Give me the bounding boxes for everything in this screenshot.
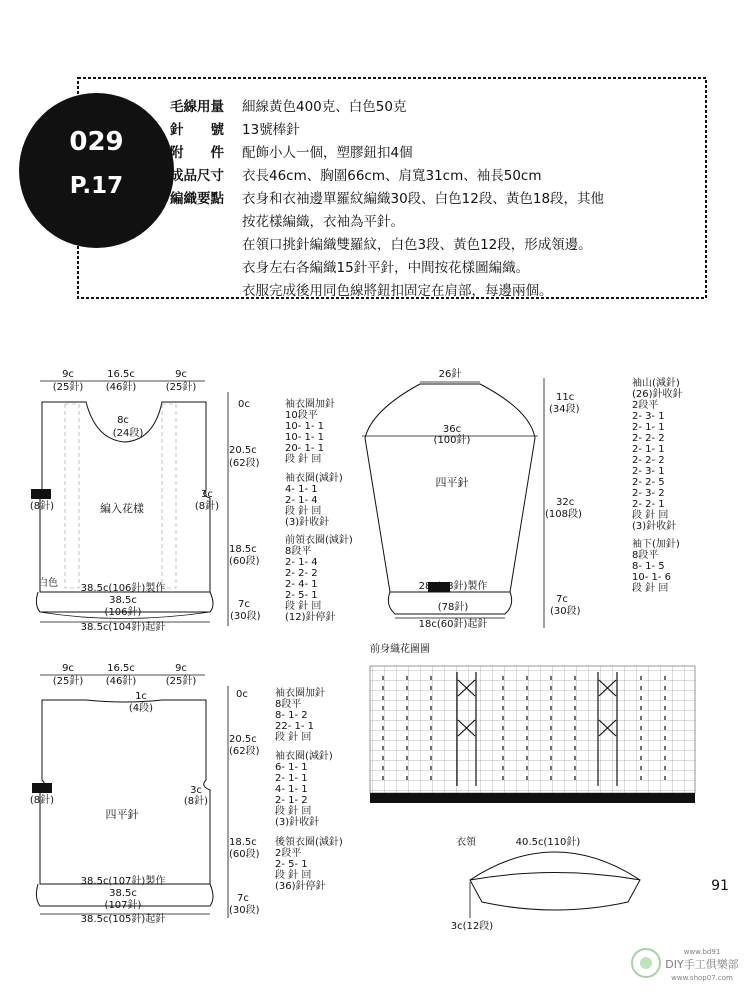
watermark-url: www.shop07.com: [671, 974, 733, 982]
back-dim: 16.5c: [107, 663, 135, 674]
front-note: 袖衣圈加針: [285, 399, 335, 410]
front-note: 8段平: [285, 546, 312, 557]
sleeve-vdim: (108段): [545, 509, 582, 520]
back-note: 22- 1- 1: [275, 721, 315, 732]
sleeve-note: 2- 3- 2: [632, 488, 665, 499]
back-note: 後領衣圈(減針): [275, 837, 343, 848]
sleeve-note: (26)針收針: [632, 389, 683, 400]
collar-label: 衣領: [456, 837, 476, 848]
note-line: 按花樣編織，衣袖為平針。: [242, 214, 404, 230]
front-side: (8針): [29, 501, 55, 512]
front-note: 10段平: [285, 410, 318, 421]
back-vdim: 7c: [237, 893, 249, 904]
sleeve-note: 袖下(加針): [632, 539, 680, 550]
back-note: 4- 1- 1: [275, 784, 308, 795]
sleeve-note: (3)針收針: [632, 521, 677, 532]
back-vdim: (62段): [229, 746, 260, 757]
front-note: (3)針收針: [285, 517, 330, 528]
back-note: 8段平: [275, 699, 302, 710]
front-note: 2- 1- 4: [285, 495, 318, 506]
back-note: 2- 1- 2: [275, 795, 308, 806]
front-vdim: (30段): [230, 611, 261, 622]
front-dim: (46針): [105, 382, 137, 393]
sleeve-note: 2- 2- 1: [632, 499, 665, 510]
back-side: 3c: [190, 785, 202, 796]
front-hem: 38.5c(106針)製作: [80, 583, 166, 594]
back-neck-dim: 1c: [135, 691, 147, 702]
sleeve-vdim: 7c: [556, 594, 568, 605]
back-side: (8針): [183, 796, 209, 807]
front-vdim: (62段): [229, 458, 260, 469]
spec-list: 毛線用量 細線黃色400克、白色50克 針 號 13號棒針 附 件 配飾小人一個，塑膠鈕扣4個 成品尺寸 衣長46cm、胸圍66cm、肩寬31cm、袖長50cm 編織要點 衣身和衣袖邊單羅紋編織30段、白色12段、黃色18段，其他 按花樣編織，衣袖為平針。 在領口挑針編織雙羅紋，白色3段、黃色12段，形成領邊。 衣身左右各編織15針平針，中間按花樣圖編織。 衣服完成後用同色線將鈕扣固定在肩部，每邊兩個。: [170, 95, 710, 295]
sleeve-piece: [362, 367, 683, 630]
chart-title: 前身織花圖圖: [370, 644, 430, 655]
sleeve-bottom: 18c(60針)起針: [418, 619, 488, 630]
front-vdim: 7c: [238, 599, 250, 610]
front-dim: 16.5c: [107, 369, 135, 380]
back-hem: 38.5c: [109, 888, 137, 899]
back-vdim: 0c: [236, 689, 248, 700]
pattern-page: P.17: [69, 173, 124, 199]
page-number: 91: [711, 878, 729, 894]
front-white-label: 白色: [38, 578, 58, 589]
back-note: 段 針 回: [275, 732, 312, 743]
front-note: 20- 1- 1: [285, 443, 325, 454]
back-vdim: 20.5c: [229, 734, 257, 745]
watermark-text: DIY手工俱樂部: [665, 958, 739, 971]
back-note: 6- 1- 1: [275, 762, 308, 773]
front-side: 3c: [201, 489, 213, 500]
sleeve-note: 8- 1- 5: [632, 561, 665, 572]
front-side: (8針): [194, 501, 220, 512]
back-center-label: 四平針: [105, 808, 139, 821]
sleeve-note: 段 針 回: [632, 583, 669, 594]
sleeve-note: 2- 2- 5: [632, 477, 665, 488]
sleeve-note: 袖山(減針): [632, 378, 680, 389]
front-note: 2- 2- 2: [285, 568, 318, 579]
front-hem: 38.5c(104針)起針: [80, 622, 166, 633]
front-dim: (25針): [165, 382, 197, 393]
sleeve-vdim: (30段): [550, 606, 581, 617]
front-note: 2- 4- 1: [285, 579, 318, 590]
collar-diagram: [451, 835, 640, 932]
back-dim: (25針): [165, 676, 197, 687]
back-note: 2- 5- 1: [275, 859, 308, 870]
collar-height: 3c(12段): [450, 921, 494, 932]
back-piece: [30, 663, 343, 925]
sleeve-vdim: (34段): [549, 404, 580, 415]
sleeve-center-label: 四平針: [435, 476, 469, 489]
front-vdim: (60段): [229, 556, 260, 567]
collar-width: 40.5c(110針): [515, 837, 581, 848]
front-note: 袖衣圈(減針): [285, 473, 343, 484]
front-note: 4- 1- 1: [285, 484, 318, 495]
pattern-number: 029: [69, 127, 124, 157]
back-side: (8針): [29, 795, 55, 806]
front-piece: [30, 369, 353, 633]
front-note: 10- 1- 1: [285, 432, 325, 443]
back-vdim: 18.5c: [229, 837, 257, 848]
sleeve-vdim: 11c: [556, 392, 575, 403]
front-note: 前領衣圈(減針): [285, 535, 353, 546]
sleeve-top: 26針: [438, 369, 462, 380]
front-hem: (106針): [104, 607, 142, 618]
back-note: (3)針收針: [275, 817, 320, 828]
back-note: 袖衣圈加針: [275, 688, 325, 699]
sleeve-note: 2- 3- 1: [632, 466, 665, 477]
sleeve-width: (100針): [433, 435, 471, 446]
front-dim: 9c: [62, 369, 74, 380]
back-note: (36)針停針: [275, 881, 326, 892]
back-hem: 38.5c(107針)製作: [80, 876, 166, 887]
sleeve-width: 36c: [442, 424, 462, 435]
sleeve-note: 2段平: [632, 400, 659, 411]
back-vdim: (60段): [229, 849, 260, 860]
back-dim: 9c: [62, 663, 74, 674]
front-neck-dim: 8c: [117, 415, 129, 426]
button-mark: [32, 783, 52, 793]
sleeve-note: 2- 2- 2: [632, 455, 665, 466]
back-note: 8- 1- 2: [275, 710, 308, 721]
back-hem: 38.5c(105針)起針: [80, 914, 166, 925]
front-neck-dim: (24段): [112, 428, 144, 439]
sleeve-vdim: 32c: [556, 497, 575, 508]
sleeve-bottom: (78針): [437, 602, 469, 613]
front-vdim: 20.5c: [229, 445, 257, 456]
front-vdim: 0c: [238, 399, 250, 410]
sleeve-note: 8段平: [632, 550, 659, 561]
back-dim: (46針): [105, 676, 137, 687]
front-dim: (25針): [52, 382, 84, 393]
front-note: 段 針 回: [285, 454, 322, 465]
back-dim: 9c: [175, 663, 187, 674]
sleeve-note: 2- 1- 1: [632, 422, 665, 433]
back-dim: (25針): [52, 676, 84, 687]
note-line: 在領口挑針編織雙羅紋，白色3段、黃色12段，形成領邊。: [242, 237, 592, 253]
stitch-chart: [370, 642, 695, 803]
back-hem: (107針): [104, 900, 142, 911]
watermark-logo: [632, 948, 739, 982]
front-dim: 9c: [175, 369, 187, 380]
sleeve-note: 2- 3- 1: [632, 411, 665, 422]
button-mark: [31, 489, 51, 499]
back-note: 2- 1- 1: [275, 773, 308, 784]
front-center-label: 編入花樣: [100, 502, 144, 515]
sleeve-note: 段 針 回: [632, 510, 669, 521]
back-note: 2段平: [275, 848, 302, 859]
sleeve-note: 2- 2- 2: [632, 433, 665, 444]
back-note: 袖衣圈(減針): [275, 751, 333, 762]
front-note: 10- 1- 1: [285, 421, 325, 432]
back-note: 段 針 回: [275, 806, 312, 817]
sleeve-bottom: 28c(78針)製作: [418, 581, 488, 592]
back-neck-dim: (4段): [128, 703, 154, 714]
back-vdim: (30段): [229, 905, 260, 916]
sleeve-note: 10- 1- 6: [632, 572, 672, 583]
sleeve-note: 2- 1- 1: [632, 444, 665, 455]
front-vdim: 18.5c: [229, 544, 257, 555]
note-line: 衣服完成後用同色線將鈕扣固定在肩部，每邊兩個。: [242, 283, 553, 299]
watermark-sub: www.bd91: [683, 948, 721, 956]
front-note: 2- 5- 1: [285, 590, 318, 601]
front-note: 2- 1- 4: [285, 557, 318, 568]
front-note: (12)針停針: [285, 612, 336, 623]
note-line: 衣身左右各編織15針平針，中間按花樣圖編織。: [242, 260, 530, 276]
front-note: 段 針 回: [285, 506, 322, 517]
front-note: 段 針 回: [285, 601, 322, 612]
back-note: 段 針 回: [275, 870, 312, 881]
front-hem: 38.5c: [109, 595, 137, 606]
